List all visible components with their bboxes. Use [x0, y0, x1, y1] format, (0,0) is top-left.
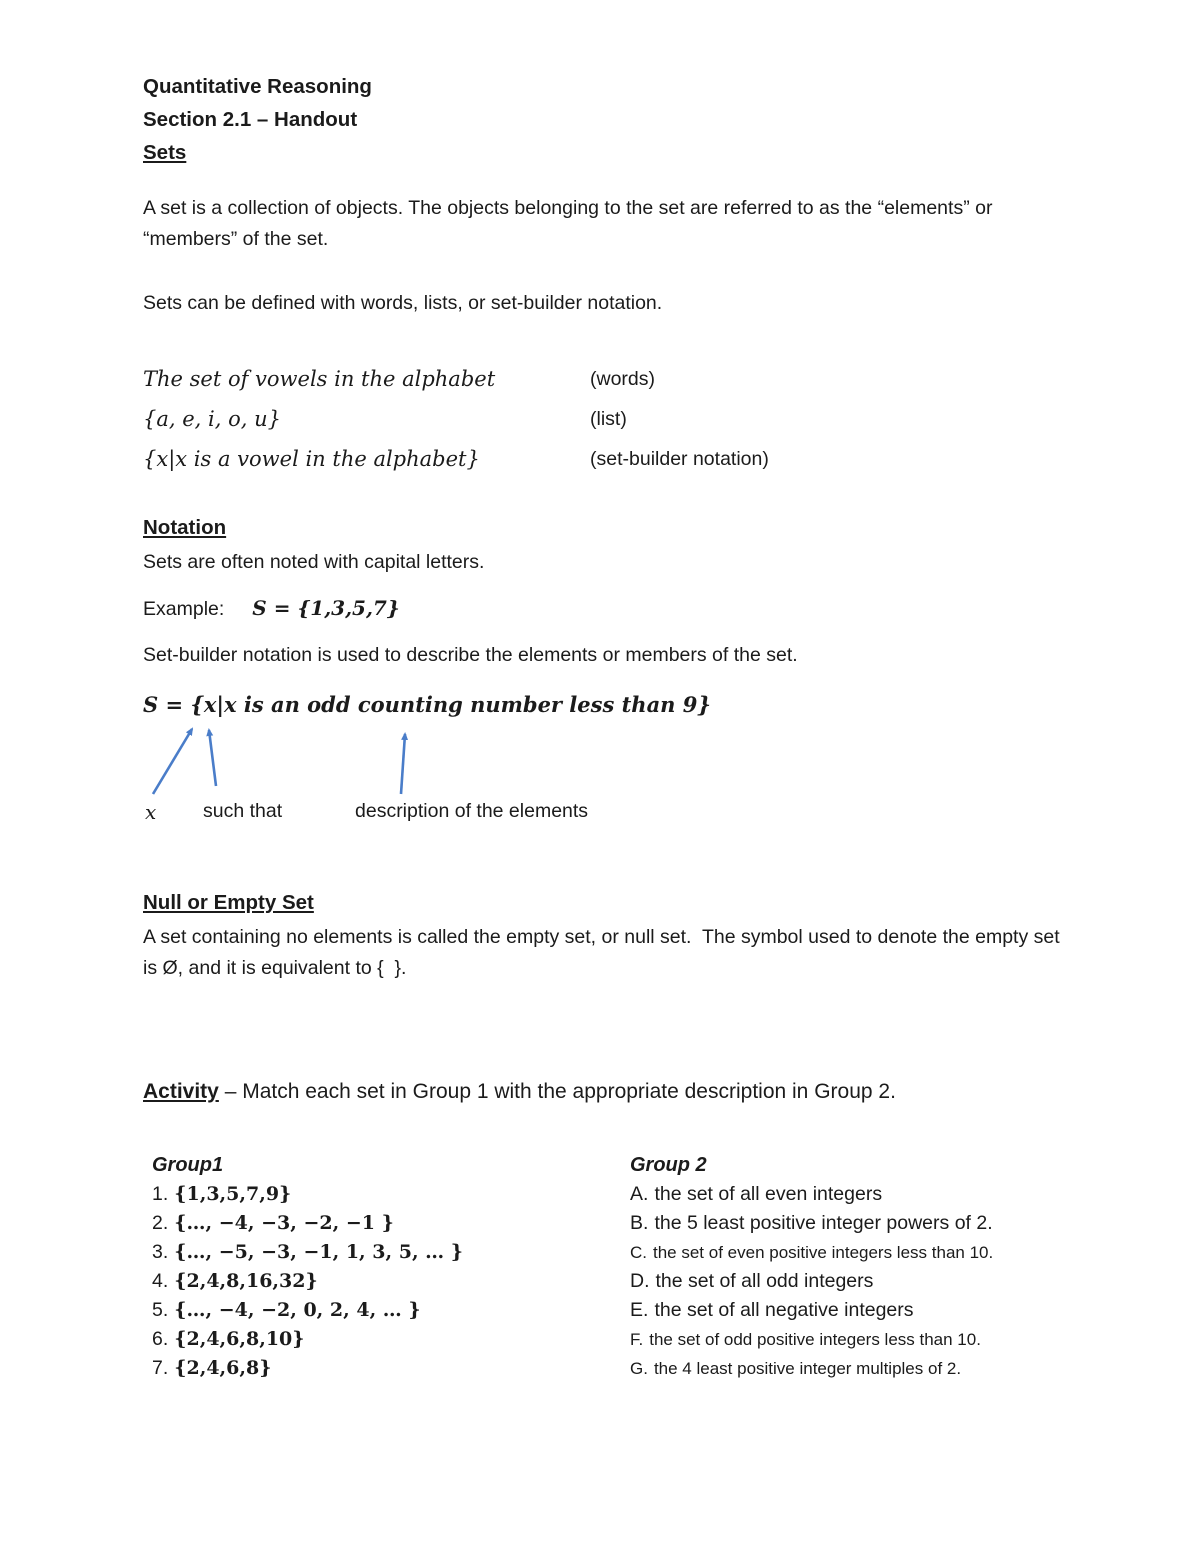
example-math: {x|x is a vowel in the alphabet} — [143, 447, 480, 471]
matching-groups — [143, 1150, 1080, 1383]
item-set: {2,4,6,8,10} — [174, 1328, 305, 1350]
group2-item — [630, 1209, 993, 1238]
arrow-to-description-icon — [401, 734, 405, 794]
annotated-formula-block — [143, 690, 1080, 832]
item-number: 3. — [152, 1241, 169, 1263]
item-set: {2,4,6,8} — [174, 1357, 272, 1379]
item-letter: A. — [630, 1183, 649, 1205]
item-letter: B. — [630, 1212, 649, 1234]
notation-paragraph: Sets are often noted with capital letters. — [143, 551, 485, 573]
item-description: the set of all even integers — [654, 1183, 883, 1205]
activity-heading: Activity — [143, 1080, 219, 1103]
group1-item — [152, 1209, 630, 1238]
group1-column — [152, 1150, 630, 1383]
item-description: the 4 least positive integer multiples of 2. — [653, 1359, 962, 1378]
item-letter: C. — [630, 1243, 647, 1262]
set-builder-paragraph: Set-builder notation is used to describe the elements or members of the set. — [143, 644, 798, 666]
notation-example-line — [143, 593, 1080, 624]
doc-subtitle: Section 2.1 – Handout — [143, 108, 358, 131]
item-number: 7. — [152, 1357, 169, 1379]
example-label: Example: — [143, 598, 225, 620]
item-set: {…, −4, −3, −2, −1 } — [174, 1212, 394, 1234]
group2-column — [630, 1150, 993, 1383]
group1-item — [152, 1325, 630, 1354]
item-description: the set of all odd integers — [655, 1270, 874, 1292]
arrow-to-x-icon — [153, 729, 192, 794]
notation-examples — [143, 359, 1080, 479]
item-letter: F. — [630, 1330, 644, 1349]
item-number: 1. — [152, 1183, 169, 1205]
item-number: 6. — [152, 1328, 169, 1350]
activity-instructions: – Match each set in Group 1 with the appropriate description in Group 2. — [218, 1080, 896, 1103]
example-math: The set of vowels in the alphabet — [143, 367, 496, 391]
item-set: {…, −4, −2, 0, 2, 4, … } — [174, 1299, 421, 1321]
item-description: the 5 least positive integer powers of 2. — [654, 1212, 993, 1234]
item-set: {2,4,8,16,32} — [174, 1270, 318, 1292]
group2-item — [630, 1238, 993, 1267]
item-letter: D. — [630, 1270, 650, 1292]
label-such-that: such that — [203, 800, 283, 822]
example-row — [143, 399, 1080, 439]
item-set: {1,3,5,7,9} — [174, 1183, 292, 1205]
item-letter: E. — [630, 1299, 649, 1321]
definition-paragraph: Sets can be defined with words, lists, or set-builder notation. — [143, 292, 663, 314]
label-x: x — [145, 800, 157, 824]
group2-item — [630, 1267, 993, 1296]
example-row — [143, 439, 1080, 479]
item-set: {…, −5, −3, −1, 1, 3, 5, … } — [174, 1241, 464, 1263]
item-number: 5. — [152, 1299, 169, 1321]
notation-heading: Notation — [143, 516, 227, 539]
group1-item — [152, 1296, 630, 1325]
group1-list — [152, 1180, 630, 1383]
example-kind-label: (set-builder notation) — [590, 448, 769, 470]
item-letter: G. — [630, 1359, 648, 1378]
example-kind-label: (words) — [590, 368, 656, 390]
group2-item — [630, 1180, 993, 1209]
formula-labels — [143, 800, 1080, 832]
group2-item — [630, 1354, 993, 1383]
annotation-arrows — [143, 722, 613, 800]
activity-line — [143, 1076, 1080, 1108]
group1-item — [152, 1354, 630, 1383]
item-number: 4. — [152, 1270, 169, 1292]
group1-item — [152, 1267, 630, 1296]
intro-paragraph: A set is a collection of objects. The objects belonging to the set are referred to as the “elements” or “members” of the set. — [143, 197, 993, 250]
item-description: the set of all negative integers — [654, 1299, 914, 1321]
null-set-paragraph: A set containing no elements is called the empty set, or null set. The symbol used to denote the empty set is Ø, and it is equivalent to { }. — [143, 926, 1066, 979]
set-example-math: S = {1,3,5,7} — [252, 596, 400, 620]
example-math: {a, e, i, o, u} — [143, 407, 281, 431]
doc-section-heading: Sets — [143, 141, 187, 164]
doc-title: Quantitative Reasoning — [143, 75, 372, 98]
example-row — [143, 359, 1080, 399]
group2-item — [630, 1325, 993, 1354]
null-set-heading: Null or Empty Set — [143, 891, 314, 914]
set-builder-formula: S = {x|x is an odd counting number less than 9} — [143, 692, 711, 717]
group1-item — [152, 1180, 630, 1209]
example-kind-label: (list) — [590, 408, 627, 430]
arrow-to-bar-icon — [209, 730, 216, 786]
group2-title: Group 2 — [630, 1154, 707, 1176]
group2-list — [630, 1180, 993, 1383]
item-description: the set of even positive integers less than 10. — [653, 1243, 994, 1262]
group1-item — [152, 1238, 630, 1267]
group1-title: Group1 — [152, 1154, 224, 1176]
label-description: description of the elements — [355, 800, 589, 822]
item-description: the set of odd positive integers less than 10. — [649, 1330, 981, 1349]
title-block — [143, 70, 1080, 169]
item-number: 2. — [152, 1212, 169, 1234]
group2-item — [630, 1296, 993, 1325]
